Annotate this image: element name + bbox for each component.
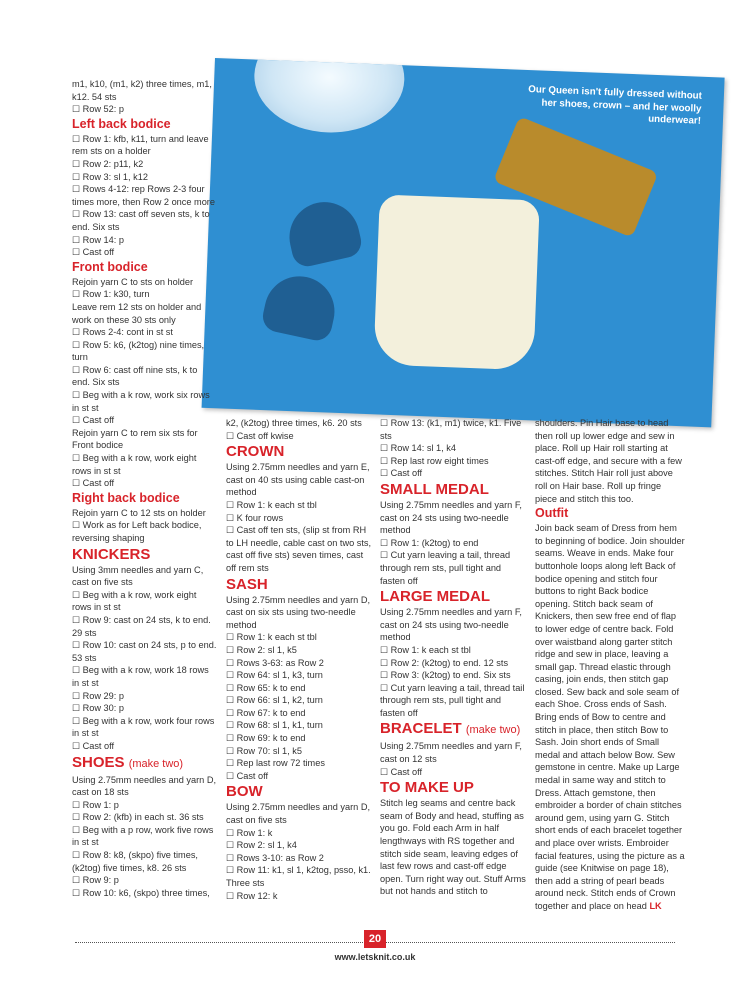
pattern-row: ☐ Rep last row 72 times bbox=[226, 757, 372, 770]
pattern-row: ☐ Row 6: cast off nine sts, k to end. Six sts bbox=[72, 364, 217, 389]
footer-url: www.letsknit.co.uk bbox=[334, 952, 416, 962]
pattern-row: ☐ Cut yarn leaving a tail, thread tail through rem sts, pull tight and fasten off bbox=[380, 682, 528, 720]
pattern-row: ☐ Rows 2-4: cont in st st bbox=[72, 326, 217, 339]
page-number: 20 bbox=[364, 930, 386, 948]
pattern-row: ☐ Beg with a k row, work 18 rows in st st bbox=[72, 664, 217, 689]
pattern-row: ☐ Row 1: k each st tbl bbox=[226, 631, 372, 644]
section-heading bbox=[72, 753, 217, 774]
section-heading bbox=[380, 719, 528, 740]
pattern-row: ☐ Row 2: (k2tog) to end. 12 sts bbox=[380, 657, 528, 670]
body-text: Using 2.75mm needles and yarn D, cast on six sts using two-needle method bbox=[226, 594, 371, 630]
pattern-row: ☐ Row 9: cast on 24 sts, k to end. 29 sts bbox=[72, 614, 217, 639]
pattern-row: ☐ Cast off bbox=[226, 770, 372, 783]
pattern-row: ☐ Row 1: k bbox=[226, 827, 372, 840]
section-heading: Outfit bbox=[535, 506, 569, 521]
body-text: Using 2.75mm needles and yarn F, cast on 12 sts bbox=[380, 741, 522, 765]
pattern-row: ☐ Cast off bbox=[72, 740, 217, 753]
pattern-row: ☐ Row 65: k to end bbox=[226, 682, 372, 695]
pattern-row: ☐ Cast off bbox=[380, 467, 528, 480]
body-text: Leave rem 12 sts on holder and work on these 30 sts only bbox=[72, 301, 202, 325]
pattern-row: ☐ Row 70: sl 1, k5 bbox=[226, 745, 372, 758]
pattern-row: ☐ Row 10: k6, (skpo) three times, bbox=[72, 887, 217, 900]
pattern-row: ☐ Beg with a k row, work eight rows in st st bbox=[72, 589, 217, 614]
pattern-row: ☐ Cast off bbox=[72, 414, 217, 427]
pattern-row: ☐ Cast off ten sts, (slip st from RH to LH needle, cable cast on two sts, cast off five sts) seven times, cast off rem sts bbox=[226, 524, 372, 574]
pattern-row: ☐ Beg with a k row, work eight rows in st st bbox=[72, 452, 217, 477]
pattern-row: ☐ Cast off kwise bbox=[226, 430, 372, 443]
pattern-row: ☐ Row 1: k each st tbl bbox=[226, 499, 372, 512]
pattern-row: ☐ Row 67: k to end bbox=[226, 707, 372, 720]
heading-sub: (make two) bbox=[465, 724, 521, 737]
pattern-row: ☐ Row 52: p bbox=[72, 103, 217, 116]
section-heading: CROWN bbox=[226, 443, 285, 461]
gemstone-image bbox=[252, 58, 406, 135]
shoe-image bbox=[260, 270, 341, 343]
pattern-row: ☐ Row 13: cast off seven sts, k to end. Six sts bbox=[72, 208, 217, 233]
section-heading: Left back bodice bbox=[72, 116, 171, 131]
heading-sub: (make two) bbox=[128, 757, 184, 770]
pattern-row: ☐ Row 64: sl 1, k3, turn bbox=[226, 669, 372, 682]
pattern-row: ☐ Row 3: (k2tog) to end. Six sts bbox=[380, 669, 528, 682]
pattern-row: ☐ Rows 3-63: as Row 2 bbox=[226, 657, 372, 670]
section-heading: TO MAKE UP bbox=[380, 779, 474, 797]
column-4 bbox=[535, 417, 685, 913]
body-text: Rejoin yarn C to sts on holder bbox=[72, 276, 194, 287]
pattern-row: ☐ Rows 4-12: rep Rows 2-3 four times more, then Row 2 once more bbox=[72, 183, 217, 208]
pattern-row: ☐ Row 29: p bbox=[72, 690, 217, 703]
pattern-row: ☐ Row 5: k6, (k2tog) nine times, turn bbox=[72, 339, 217, 364]
pattern-row: ☐ Beg with a k row, work six rows in st st bbox=[72, 389, 217, 414]
pattern-row: ☐ Beg with a p row, work five rows in st st bbox=[72, 824, 217, 849]
signoff: LK bbox=[649, 900, 662, 911]
pattern-row: ☐ Beg with a k row, work four rows in st st bbox=[72, 715, 217, 740]
shoe-image bbox=[283, 195, 365, 269]
pattern-row: ☐ Row 2: sl 1, k4 bbox=[226, 839, 372, 852]
outfit-text: Join back seam of Dress from hem to beginning of bodice. Join shoulder seams. Weave in ends. Make four buttonhole loops along left Back of bodice opening and stitch four buttons to right Back bodice opening. Stitch back seam of Knickers, then sew free end of flap to lower edge of centre back. Fold over waistband along garter stitch ridge and sew in place, leaving a small gap. Thread elastic through casing, join ends, then stitch gap closed. Sew back and sole seam of each Shoe. Cross ends of Sash. Bring ends of Bow to centre and stitch in place, then stitch Bow to Sash. Join short ends of Small medal and attach below Bow. Sew gemstone in centre. Make up Large medal in same way and stitch to Dress. Attach gemstone, then embroider a border of chain stitches around gem, using yarn G. Stitch short ends of each bracelet together and place over wrists. Embroider facial features, using the picture as a guide (see Knitwise on page 18), then add a string of pearl beads around neck. Stitch ends of Crown together and place on head bbox=[535, 523, 685, 911]
pattern-row: ☐ Row 14: p bbox=[72, 234, 217, 247]
body-text: Using 3mm needles and yarn C, cast on five sts bbox=[72, 564, 204, 588]
photo-caption: Our Queen isn't fully dressed without her shoes, crown – and her woolly underwear! bbox=[528, 84, 703, 127]
pattern-row: ☐ Row 68: sl 1, k1, turn bbox=[226, 719, 372, 732]
body-text: Rejoin yarn C to 12 sts on holder bbox=[72, 507, 206, 518]
pattern-row: ☐ Row 8: k8, (skpo) five times, (k2tog) five times, k8. 26 sts bbox=[72, 849, 217, 874]
pattern-row: ☐ Rows 3-10: as Row 2 bbox=[226, 852, 372, 865]
section-heading: SMALL MEDAL bbox=[380, 480, 489, 498]
pattern-row: ☐ Row 1: p bbox=[72, 799, 217, 812]
pattern-row: ☐ Row 14: sl 1, k4 bbox=[380, 442, 528, 455]
body-text: Rejoin yarn C to rem six sts for Front bodice bbox=[72, 427, 198, 451]
body-text: Using 2.75mm needles and yarn D, cast on 18 sts bbox=[72, 774, 217, 798]
pattern-row: ☐ Row 2: p11, k2 bbox=[72, 158, 217, 171]
body-text: Using 2.75mm needles and yarn F, cast on 24 sts using two-needle method bbox=[380, 607, 522, 643]
column-1 bbox=[72, 78, 217, 899]
section-heading: BOW bbox=[226, 783, 263, 801]
pattern-row: ☐ Row 3: sl 1, k12 bbox=[72, 171, 217, 184]
pattern-row: ☐ Row 11: k1, sl 1, k2tog, psso, k1. Three sts bbox=[226, 864, 372, 889]
heading-text: BRACELET bbox=[380, 720, 462, 738]
section-heading: KNICKERS bbox=[72, 545, 151, 563]
pattern-row: ☐ Work as for Left back bodice, reversing shaping bbox=[72, 519, 217, 544]
pattern-row: ☐ Cast off bbox=[380, 766, 528, 779]
column-3 bbox=[380, 417, 528, 898]
pattern-row: ☐ Cast off bbox=[72, 246, 217, 259]
knickers-image bbox=[373, 194, 539, 370]
heading-text: SHOES bbox=[72, 753, 125, 771]
pattern-row: ☐ Row 1: (k2tog) to end bbox=[380, 537, 528, 550]
pattern-row: ☐ Cast off bbox=[72, 477, 217, 490]
hero-photo bbox=[202, 58, 725, 427]
body-text: m1, k10, (m1, k2) three times, m1, k12. 54 sts bbox=[72, 79, 212, 102]
body-text: Using 2.75mm needles and yarn E, cast on 40 sts using cable cast-on method bbox=[226, 462, 370, 498]
pattern-row: ☐ Row 1: k30, turn bbox=[72, 288, 217, 301]
body-text: k2, (k2tog) three times, k6. 20 sts bbox=[226, 418, 362, 428]
body-text: Using 2.75mm needles and yarn F, cast on 24 sts using two-needle method bbox=[380, 499, 522, 536]
body-text: Stitch leg seams and centre back seam of Body and head, stuffing as you go. Fold each Arm in half lengthways with RS together and stitch side seam, leaving edges of last few rows and cast-off edge open. Turn right way out. Stuff Arms but not hands and stitch to bbox=[380, 798, 526, 897]
section-heading: SASH bbox=[226, 575, 268, 593]
body-text: Using 2.75mm needles and yarn D, cast on five sts bbox=[226, 802, 371, 826]
section-heading: Right back bodice bbox=[72, 490, 180, 505]
pattern-row: ☐ Row 12: k bbox=[226, 890, 372, 903]
pattern-row: ☐ Row 1: kfb, k11, turn and leave rem sts on a holder bbox=[72, 133, 217, 158]
pattern-row: ☐ Row 66: sl 1, k2, turn bbox=[226, 694, 372, 707]
pattern-row: ☐ Row 10: cast on 24 sts, p to end. 53 sts bbox=[72, 639, 217, 664]
pattern-row: ☐ Row 9: p bbox=[72, 874, 217, 887]
pattern-row: ☐ Row 13: (k1, m1) twice, k1. Five sts bbox=[380, 417, 528, 442]
pattern-row: ☐ Rep last row eight times bbox=[380, 455, 528, 468]
pattern-row: ☐ K four rows bbox=[226, 512, 372, 525]
body-text: shoulders. Pin Hair base to head then roll up lower edge and sew in place. Roll up Hair roll starting at cast-off edge, and secure with a few stitches. Stitch Hair roll just above roll on Hair base. Roll up fringe piece and stitch this too. bbox=[535, 418, 682, 504]
section-heading: Front bodice bbox=[72, 259, 148, 274]
column-2 bbox=[226, 417, 372, 902]
body-text bbox=[535, 522, 685, 912]
pattern-row: ☐ Row 69: k to end bbox=[226, 732, 372, 745]
pattern-row: ☐ Row 2: sl 1, k5 bbox=[226, 644, 372, 657]
pattern-row: ☐ Row 30: p bbox=[72, 702, 217, 715]
pattern-row: ☐ Row 1: k each st tbl bbox=[380, 644, 528, 657]
section-heading: LARGE MEDAL bbox=[380, 588, 490, 606]
pattern-row: ☐ Cut yarn leaving a tail, thread through rem sts, pull tight and fasten off bbox=[380, 549, 528, 587]
pattern-row: ☐ Row 2: (kfb) in each st. 36 sts bbox=[72, 811, 217, 824]
